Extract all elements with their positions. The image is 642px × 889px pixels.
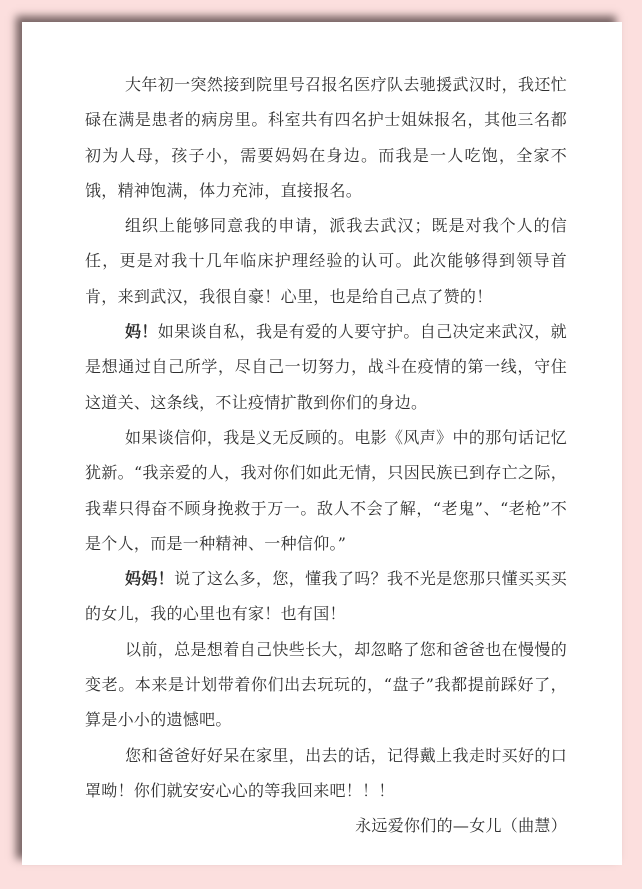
letter-paragraph	[85, 67, 567, 208]
paragraph-text: 如果谈信仰，我是义无反顾的。电影《风声》中的那句话记忆犹新。“我亲爱的人，我对你们如此无情，只因民族已到存亡之际，我辈只得奋不顾身挽救于万一。敌人不会了解，“老鬼”、“老枪”不是个人，而是一种精神、一种信仰。”	[85, 427, 567, 553]
letter-paragraph	[85, 420, 567, 561]
paragraph-text: 以前，总是想着自己快些长大，却忽略了您和爸爸也在慢慢的变老。本来是计划带着你们出去玩玩的，“盘子”我都提前踩好了，算是小小的遗憾吧。	[85, 639, 567, 730]
paragraph-emphasis: 妈妈！	[125, 569, 175, 589]
paragraph-text: 组织上能够同意我的申请，派我去武汉；既是对我个人的信任，更是对我十几年临床护理经验的认可。此次能够得到领导首肯，来到武汉，我很自豪！心里，也是给自己点了赞的！	[85, 216, 567, 306]
paragraph-text: 您和爸爸好好呆在家里，出去的话，记得戴上我走时买好的口罩呦！你们就安安心心的等我回来吧！！！	[85, 745, 567, 800]
letter-page	[22, 22, 622, 865]
paragraph-emphasis: 妈！	[125, 322, 158, 342]
letter-paragraph	[85, 208, 567, 314]
letter-paragraph	[85, 314, 567, 420]
letter-paragraph	[85, 738, 567, 809]
paragraph-text: 说了这么多，您，懂我了吗？我不光是您那只懂买买买的女儿，我的心里也有家！也有国！	[85, 569, 567, 624]
paragraph-text: 如果谈自私，我是有爱的人要守护。自己决定来武汉，就是想通过自己所学，尽自己一切努力，战斗在疫情的第一线，守住这道关、这条线，不让疫情扩散到你们的身边。	[85, 322, 567, 412]
paragraph-text: 大年初一突然接到院里号召报名医疗队去驰援武汉时，我还忙碌在满是患者的病房里。科室共有四名护士姐妹报名，其他三名都初为人母，孩子小，需要妈妈在身边。而我是一人吃饱，全家不饿，精神饱满，体力充沛，直接报名。	[85, 75, 567, 200]
letter-paragraph	[85, 632, 567, 738]
signature-line: 永远爱你们的—女儿（曲慧）	[355, 816, 567, 836]
letter-paragraph	[85, 561, 567, 632]
